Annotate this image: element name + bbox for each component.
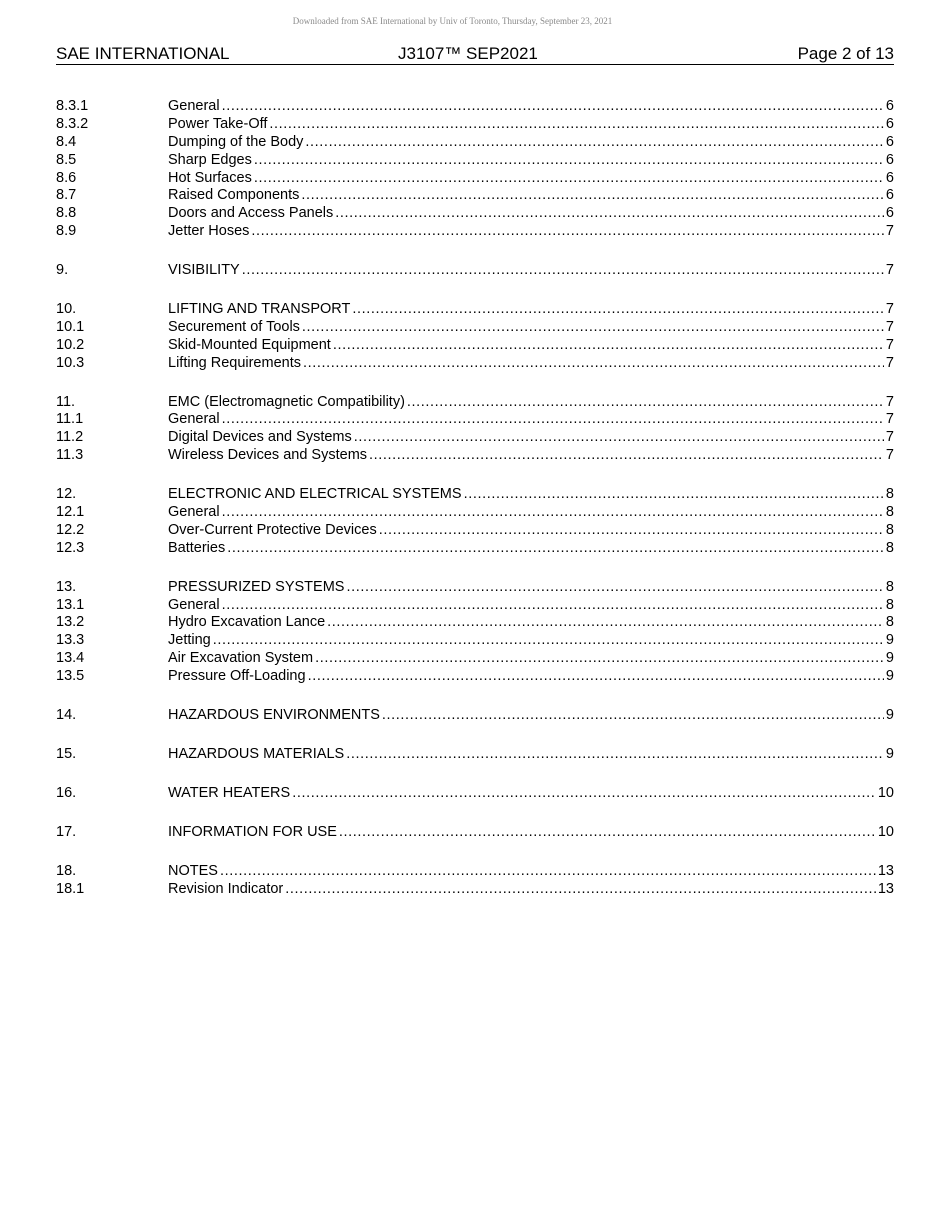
- toc-entry[interactable]: [56, 668, 894, 686]
- toc-dot-leader: [407, 394, 884, 412]
- toc-entry[interactable]: [56, 785, 894, 803]
- toc-entry-title: Batteries: [168, 539, 226, 556]
- toc-entry-title: Lifting Requirements: [168, 354, 301, 371]
- toc-entry-title: Sharp Edges: [168, 151, 252, 168]
- toc-entry-title: Digital Devices and Systems: [168, 429, 352, 446]
- toc-entry[interactable]: [56, 262, 894, 280]
- toc-entry-number: 12.: [56, 486, 77, 503]
- toc-dot-leader: [464, 486, 884, 504]
- toc-entry-number: 17.: [56, 823, 77, 840]
- toc-entry-title: PRESSURIZED SYSTEMS: [168, 578, 345, 595]
- toc-dot-leader: [302, 319, 884, 337]
- toc-entry[interactable]: [56, 98, 894, 116]
- toc-entry-page: 6: [885, 187, 894, 204]
- toc-entry[interactable]: [56, 522, 894, 540]
- header-document-id: J3107™ SEP2021: [398, 44, 538, 63]
- toc-dot-leader: [308, 668, 884, 686]
- toc-dot-leader: [354, 429, 884, 447]
- toc-dot-leader: [315, 650, 884, 668]
- toc-entry[interactable]: [56, 319, 894, 337]
- toc-entry-page: 6: [885, 151, 894, 168]
- toc-entry-number: 8.4: [56, 133, 77, 150]
- toc-entry-number: 18.1: [56, 880, 85, 897]
- toc-entry-title: General: [168, 411, 220, 428]
- toc-entry-number: 10.1: [56, 318, 85, 335]
- toc-dot-leader: [222, 597, 884, 615]
- toc-entry[interactable]: [56, 411, 894, 429]
- toc-dot-leader: [285, 881, 876, 899]
- toc-entry-page: 9: [885, 668, 894, 685]
- toc-entry-number: 8.7: [56, 187, 77, 204]
- toc-entry-page: 9: [885, 650, 894, 667]
- toc-entry-number: 14.: [56, 707, 77, 724]
- toc-group: [56, 746, 894, 764]
- toc-entry-page: 6: [885, 98, 894, 114]
- toc-dot-leader: [254, 152, 884, 170]
- toc-entry[interactable]: [56, 486, 894, 504]
- toc-entry[interactable]: [56, 301, 894, 319]
- toc-entry-page: 7: [885, 262, 894, 279]
- toc-dot-leader: [333, 337, 884, 355]
- toc-group: [56, 863, 894, 899]
- toc-entry-page: 8: [885, 521, 894, 538]
- toc-entry-number: 13.2: [56, 614, 85, 631]
- toc-entry-page: 7: [885, 411, 894, 428]
- toc-entry-number: 13.1: [56, 596, 85, 613]
- toc-entry-number: 10.2: [56, 336, 85, 353]
- toc-dot-leader: [251, 223, 884, 241]
- toc-dot-leader: [220, 863, 876, 881]
- toc-entry-title: Pressure Off-Loading: [168, 668, 306, 685]
- toc-entry[interactable]: [56, 614, 894, 632]
- toc-entry-page: 6: [885, 133, 894, 150]
- toc-entry-number: 8.5: [56, 151, 77, 168]
- toc-dot-leader: [346, 746, 884, 764]
- toc-dot-leader: [352, 301, 884, 319]
- toc-entry-title: Power Take-Off: [168, 115, 268, 132]
- toc-entry-page: 7: [885, 336, 894, 353]
- toc-entry-number: 13.5: [56, 668, 85, 685]
- toc-dot-leader: [242, 262, 884, 280]
- toc-entry-number: 15.: [56, 745, 77, 762]
- toc-entry-page: 8: [885, 539, 894, 556]
- toc-entry-title: Hot Surfaces: [168, 169, 252, 186]
- toc-entry-title: HAZARDOUS ENVIRONMENTS: [168, 707, 380, 724]
- toc-entry[interactable]: [56, 187, 894, 205]
- toc-group: [56, 486, 894, 558]
- toc-entry[interactable]: [56, 116, 894, 134]
- toc-entry[interactable]: [56, 746, 894, 764]
- toc-entry-title: VISIBILITY: [168, 262, 240, 279]
- toc-dot-leader: [379, 522, 884, 540]
- toc-group: [56, 262, 894, 280]
- toc-entry-title: WATER HEATERS: [168, 784, 291, 801]
- toc-entry-page: 9: [885, 632, 894, 649]
- toc-entry-page: 13: [877, 880, 894, 897]
- toc-entry-title: Skid-Mounted Equipment: [168, 336, 331, 353]
- header-page-number: Page 2 of 13: [797, 44, 894, 63]
- toc-entry-number: 9.: [56, 262, 69, 279]
- toc-dot-leader: [292, 785, 876, 803]
- toc-entry-page: 8: [885, 596, 894, 613]
- toc-entry-title: ELECTRONIC AND ELECTRICAL SYSTEMS: [168, 486, 462, 503]
- toc-dot-leader: [369, 447, 884, 465]
- toc-dot-leader: [305, 134, 884, 152]
- toc-entry-number: 8.6: [56, 169, 77, 186]
- toc-entry[interactable]: [56, 355, 894, 373]
- toc-entry-title: General: [168, 504, 220, 521]
- toc-entry-title: General: [168, 596, 220, 613]
- toc-entry-page: 9: [885, 707, 894, 724]
- toc-entry-page: 7: [885, 393, 894, 410]
- toc-entry-number: 8.8: [56, 205, 77, 222]
- toc-entry-number: 8.9: [56, 223, 77, 240]
- toc-entry-page: 10: [877, 823, 894, 840]
- toc-entry-title: HAZARDOUS MATERIALS: [168, 745, 345, 762]
- toc-entry[interactable]: [56, 632, 894, 650]
- toc-dot-leader: [327, 614, 884, 632]
- toc-entry-title: EMC (Electromagnetic Compatibility): [168, 393, 405, 410]
- toc-entry-number: 11.3: [56, 447, 84, 464]
- page-header: [56, 44, 894, 65]
- toc-group: [56, 707, 894, 725]
- toc-entry[interactable]: [56, 540, 894, 558]
- toc-group: [56, 301, 894, 373]
- toc-dot-leader: [301, 187, 884, 205]
- download-watermark: Downloaded from SAE International by Univ of Toronto, Thursday, September 23, 2021: [292, 16, 613, 26]
- toc-entry-number: 10.: [56, 301, 77, 318]
- toc-dot-leader: [222, 504, 884, 522]
- toc-entry[interactable]: [56, 881, 894, 899]
- toc-group: [56, 394, 894, 466]
- toc-entry-title: Air Excavation System: [168, 650, 314, 667]
- toc-entry[interactable]: [56, 337, 894, 355]
- toc-entry-number: 11.2: [56, 429, 84, 446]
- toc-group: [56, 579, 894, 686]
- toc-entry-number: 8.3.2: [56, 115, 89, 132]
- toc-entry-number: 12.1: [56, 504, 85, 521]
- toc-entry-title: General: [168, 98, 220, 114]
- toc-entry-title: Wireless Devices and Systems: [168, 447, 368, 464]
- toc-entry-number: 13.3: [56, 632, 85, 649]
- toc-entry[interactable]: [56, 579, 894, 597]
- toc-entry-number: 12.3: [56, 539, 85, 556]
- toc-entry-page: 7: [885, 354, 894, 371]
- toc-entry[interactable]: [56, 504, 894, 522]
- toc-entry-page: 8: [885, 578, 894, 595]
- toc-entry[interactable]: [56, 152, 894, 170]
- toc-entry[interactable]: [56, 205, 894, 223]
- toc-entry-title: Doors and Access Panels: [168, 205, 334, 222]
- toc-dot-leader: [335, 205, 884, 223]
- toc-entry[interactable]: [56, 394, 894, 412]
- toc-entry-page: 7: [885, 301, 894, 318]
- toc-entry-number: 16.: [56, 784, 77, 801]
- toc-entry-number: 18.: [56, 862, 77, 879]
- toc-entry[interactable]: [56, 824, 894, 842]
- toc-dot-leader: [213, 632, 884, 650]
- toc-dot-leader: [227, 540, 884, 558]
- toc-group: [56, 785, 894, 803]
- toc-entry-title: Revision Indicator: [168, 880, 284, 897]
- toc-entry-title: Dumping of the Body: [168, 133, 304, 150]
- toc-group: [56, 98, 894, 241]
- toc-entry-number: 12.2: [56, 521, 85, 538]
- toc-entry-number: 13.: [56, 578, 77, 595]
- toc-entry-title: Raised Components: [168, 187, 300, 204]
- toc-entry[interactable]: [56, 707, 894, 725]
- toc-entry-title: Over-Current Protective Devices: [168, 521, 377, 538]
- toc-entry[interactable]: [56, 447, 894, 465]
- toc-entry-number: 10.3: [56, 354, 85, 371]
- toc-entry-page: 9: [885, 745, 894, 762]
- toc-entry[interactable]: [56, 223, 894, 241]
- toc-entry-page: 10: [877, 784, 894, 801]
- toc-entry-page: 6: [885, 169, 894, 186]
- toc-entry[interactable]: [56, 650, 894, 668]
- toc-entry-page: 8: [885, 504, 894, 521]
- toc-entry-number: 13.4: [56, 650, 85, 667]
- toc-dot-leader: [222, 411, 884, 429]
- toc-entry-page: 6: [885, 205, 894, 222]
- toc-entry-title: Jetter Hoses: [168, 223, 250, 240]
- toc-dot-leader: [303, 355, 884, 373]
- toc-entry-page: 7: [885, 447, 894, 464]
- toc-entry-page: 8: [885, 614, 894, 631]
- toc-entry-title: Hydro Excavation Lance: [168, 614, 326, 631]
- toc-entry-page: 8: [885, 486, 894, 503]
- toc-entry-number: 8.3.1: [56, 98, 89, 114]
- toc-entry-page: 7: [885, 429, 894, 446]
- toc-entry[interactable]: [56, 597, 894, 615]
- toc-entry-title: INFORMATION FOR USE: [168, 823, 337, 840]
- toc-dot-leader: [254, 170, 884, 188]
- toc-entry-title: Securement of Tools: [168, 318, 300, 335]
- toc-entry[interactable]: [56, 863, 894, 881]
- toc-entry-page: 13: [877, 862, 894, 879]
- toc-entry-title: LIFTING AND TRANSPORT: [168, 301, 351, 318]
- toc-entry-number: 11.1: [56, 411, 84, 428]
- toc-entry-number: 11.: [56, 393, 76, 410]
- toc-entry-title: Jetting: [168, 632, 211, 649]
- toc-entry-title: NOTES: [168, 862, 218, 879]
- toc-entry-page: 7: [885, 318, 894, 335]
- toc-group: [56, 824, 894, 842]
- table-of-contents: [56, 98, 894, 919]
- toc-dot-leader: [382, 707, 884, 725]
- header-organization: SAE INTERNATIONAL: [56, 44, 230, 63]
- toc-dot-leader: [269, 116, 884, 134]
- toc-entry-page: 6: [885, 115, 894, 132]
- toc-entry-page: 7: [885, 223, 894, 240]
- toc-dot-leader: [346, 579, 883, 597]
- toc-dot-leader: [339, 824, 876, 842]
- toc-entry[interactable]: [56, 429, 894, 447]
- toc-entry[interactable]: [56, 170, 894, 188]
- toc-dot-leader: [222, 98, 884, 116]
- toc-entry[interactable]: [56, 134, 894, 152]
